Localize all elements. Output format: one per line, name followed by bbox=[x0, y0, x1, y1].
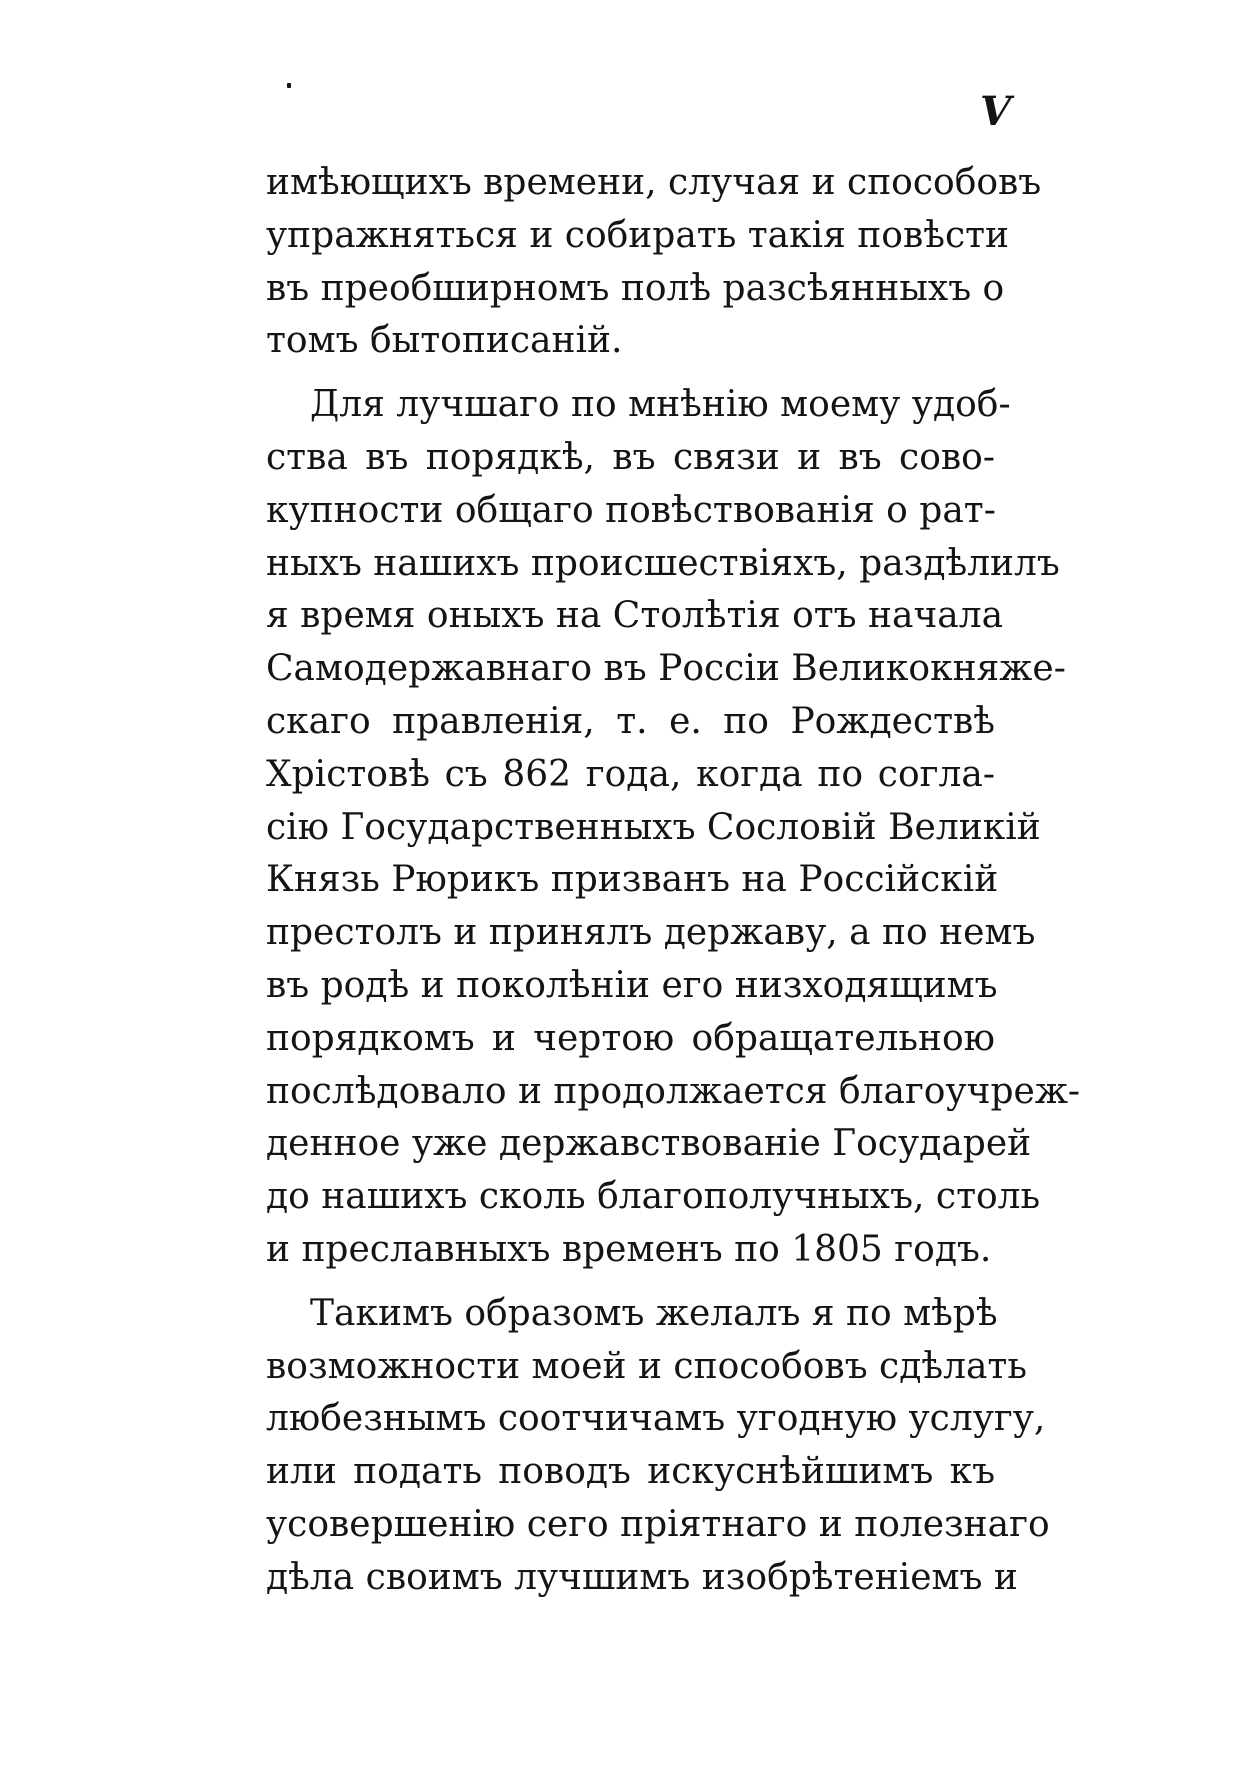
text-line: имѣющихъ времени, случая и способовъ bbox=[266, 162, 1042, 203]
text-line: упражняться и собирать такія повѣсти bbox=[266, 214, 1010, 256]
text-line: Самодержавнаго въ Россіи Великокняже- bbox=[266, 648, 1066, 690]
text-body bbox=[266, 157, 1081, 1605]
text-line: порядкомъ и чертою обращательною bbox=[266, 1017, 995, 1059]
text-line: я время оныхъ на Столѣтія отъ начала bbox=[266, 595, 1004, 637]
ink-speck bbox=[287, 83, 291, 88]
text-line: купности общаго повѣствованія о рат- bbox=[266, 489, 996, 531]
text-line: Для лучшаго по мнѣнію моему удоб- bbox=[310, 384, 1011, 426]
paragraph-3 bbox=[266, 1288, 1050, 1605]
text-line: усовершенію сего пріятнаго и полезнаго bbox=[266, 1503, 1050, 1545]
text-line: денное уже державствованіе Государей bbox=[266, 1123, 1032, 1165]
paragraph-2 bbox=[266, 379, 1081, 1277]
text-line: Такимъ образомъ желалъ я по мѣрѣ bbox=[310, 1292, 998, 1334]
text-line: въ родѣ и поколѣніи его низходящимъ bbox=[266, 964, 998, 1006]
text-line: возможности моей и способовъ сдѣлать bbox=[266, 1345, 1027, 1387]
text-line: сію Государственныхъ Сословій Великій bbox=[266, 806, 1041, 848]
text-line: до нашихъ сколь благополучныхъ, столь bbox=[266, 1176, 1041, 1218]
text-line: Князь Рюрикъ призванъ на Россійскій bbox=[266, 859, 999, 901]
text-line: послѣдовало и продолжается благоучреж- bbox=[266, 1070, 1081, 1112]
text-line: и преславныхъ временъ по 1805 годъ. bbox=[266, 1228, 992, 1270]
text-line: любезнымъ соотчичамъ угодную услугу, bbox=[266, 1398, 1046, 1440]
text-line: ства въ порядкѣ, въ связи и въ сово- bbox=[266, 436, 995, 478]
text-line: дѣла своимъ лучшимъ изобрѣтеніемъ и bbox=[266, 1556, 1018, 1598]
text-line: томъ бытописаній. bbox=[266, 320, 623, 362]
text-line: Хрістовѣ съ 862 года, когда по согла- bbox=[266, 753, 995, 795]
paragraph-1 bbox=[266, 157, 1042, 368]
text-line: скаго правленія, т. е. по Рождествѣ bbox=[266, 700, 995, 742]
text-line: или подать поводъ искуснѣйшимъ къ bbox=[266, 1451, 995, 1493]
text-line: престолъ и принялъ державу, а по немъ bbox=[266, 912, 1036, 954]
text-line: ныхъ нашихъ происшествіяхъ, раздѣлилъ bbox=[266, 542, 1060, 584]
page-number: V bbox=[980, 88, 1012, 135]
text-line: въ преобширномъ полѣ разсѣянныхъ о bbox=[266, 267, 1005, 309]
